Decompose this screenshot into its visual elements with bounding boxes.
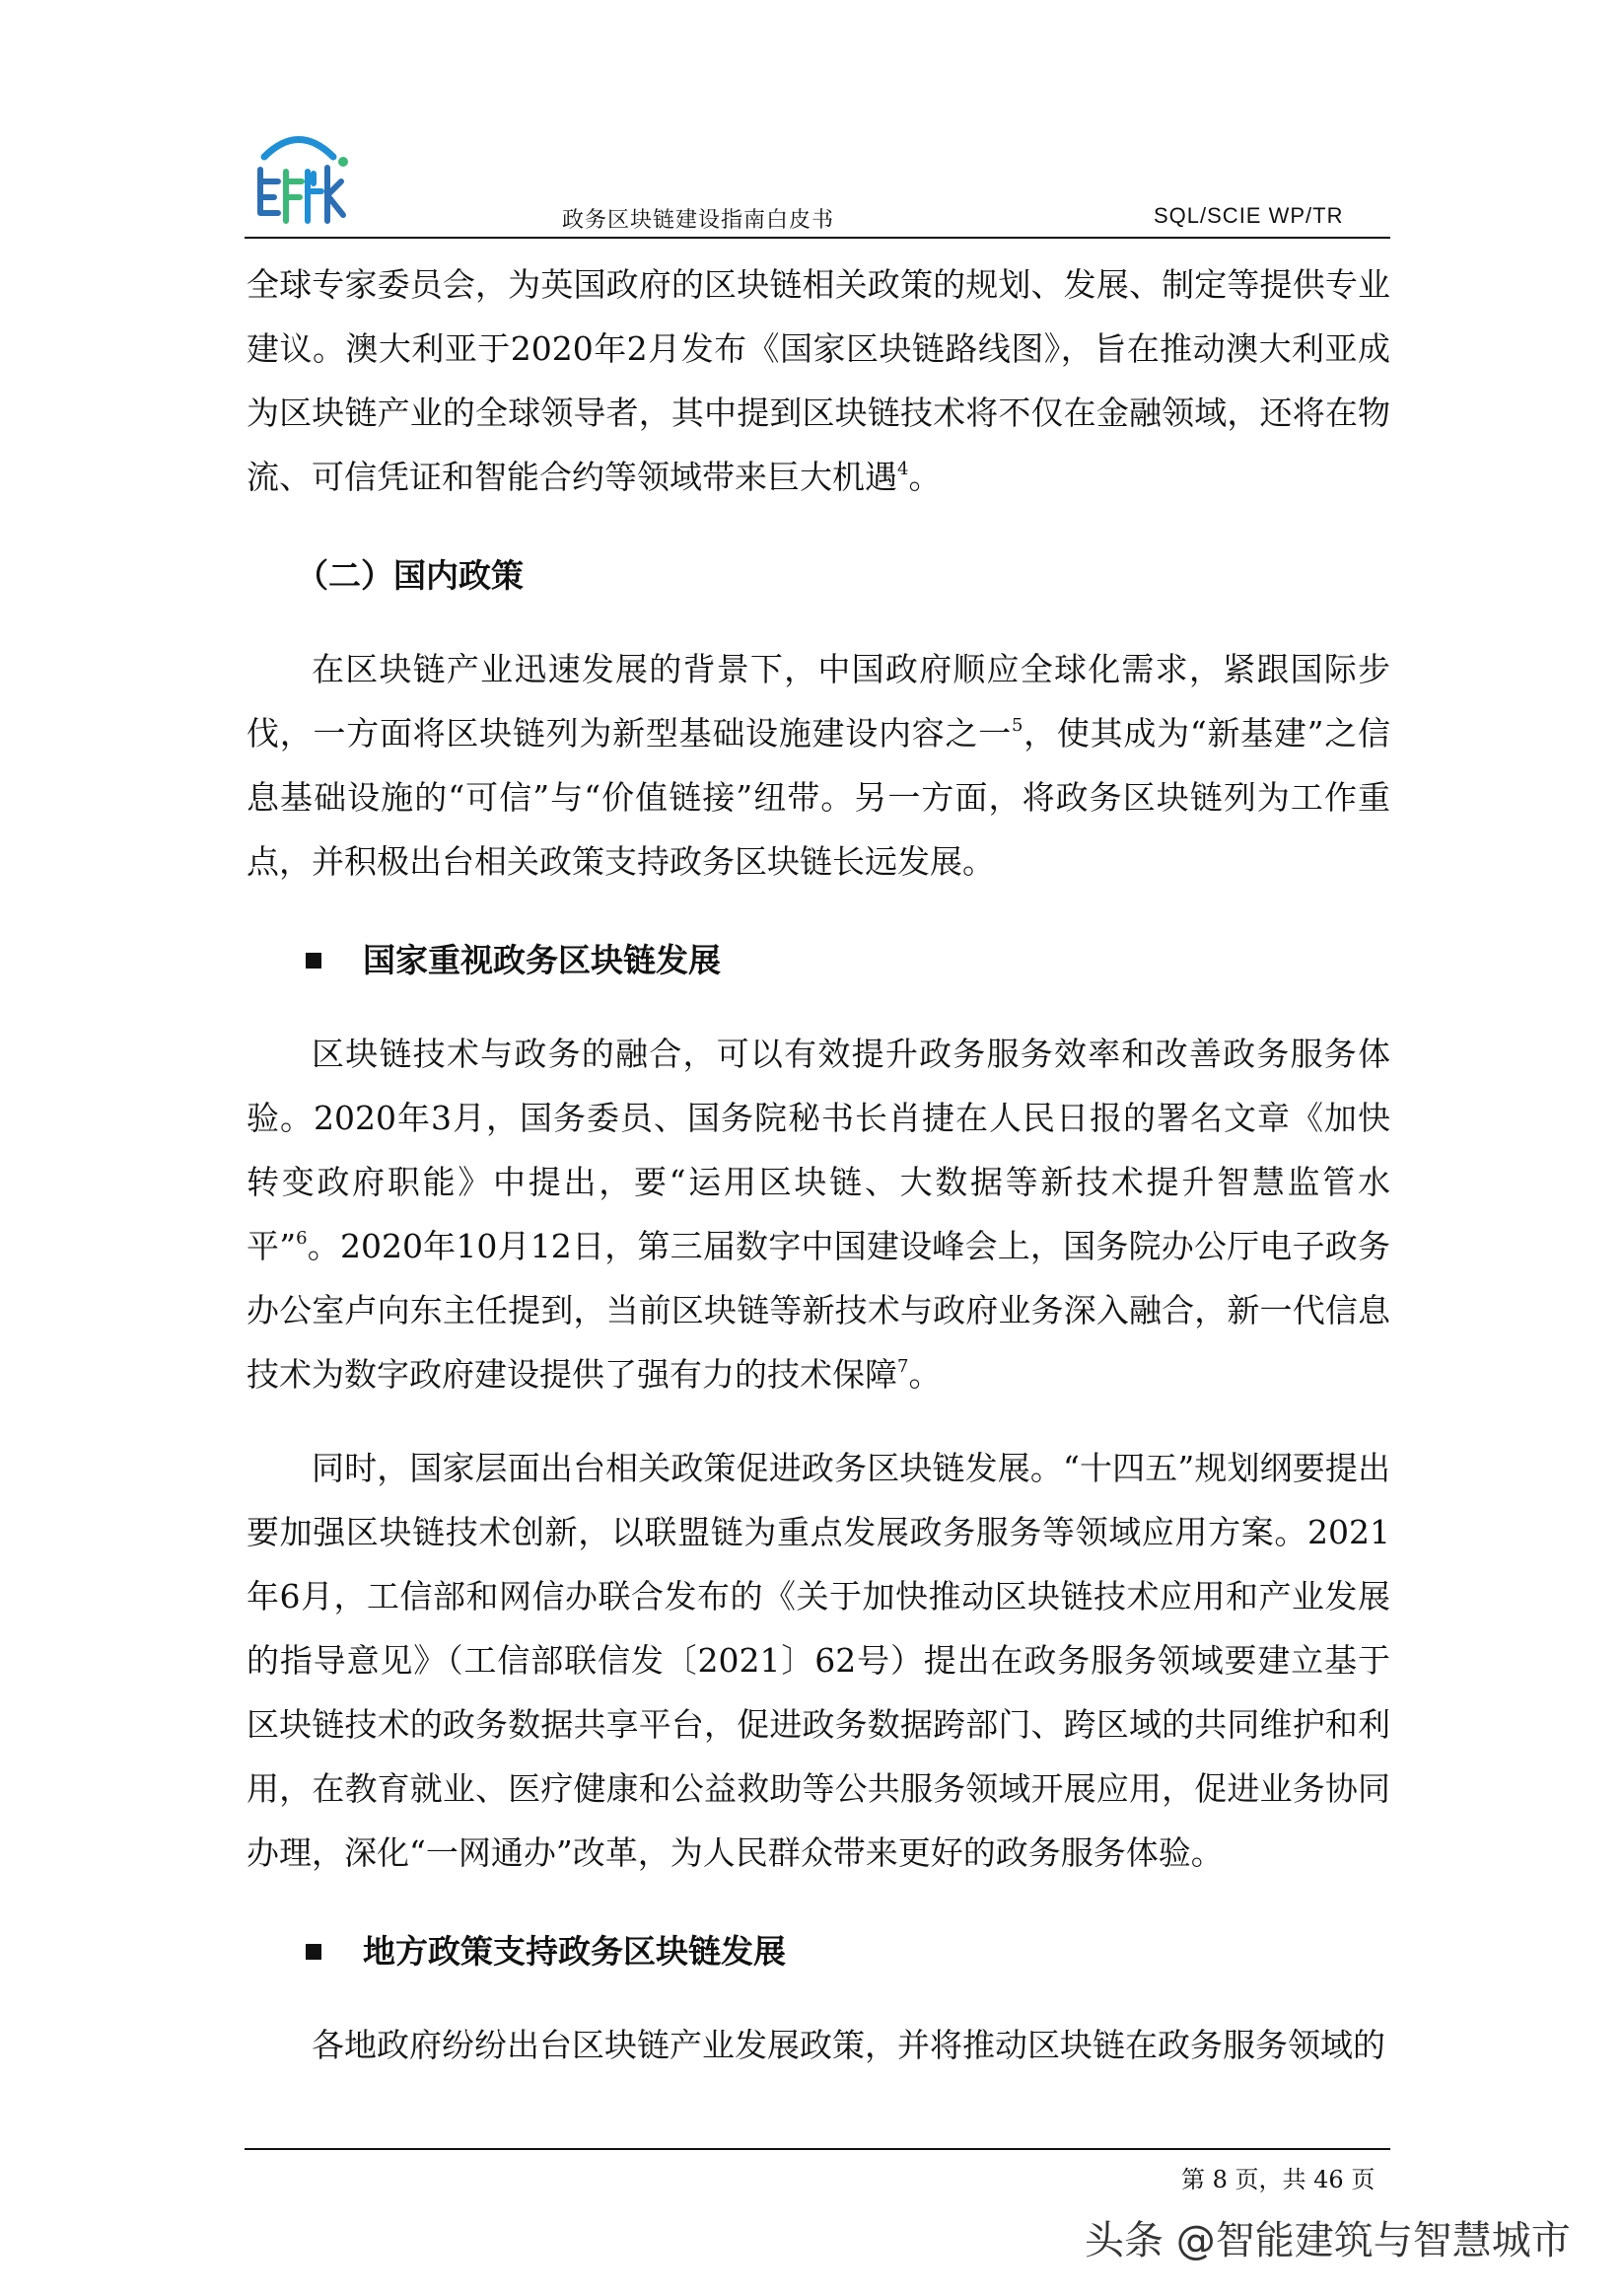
paragraph-text: 在区块链产业迅速发展的背景下，中国政府顺应全球化需求，紧跟国际步伐，一方面将区块链列为新型基础设施建设内容之一 [247,650,1390,753]
subheading-national-policy [247,929,1390,992]
paragraph-end: 。 [908,1355,942,1394]
paragraph-text-cont: 。2020年10月12日，第三届数字中国建设峰会上，国务院办公厅电子政务办公室卢向东主任提到，当前区块链等新技术与政府业务深入融合，新一代信息技术为数字政府建设提供了强有力的技术保障 [247,1227,1391,1394]
footnote-ref-6: 6 [296,1228,308,1249]
paragraph-end: 。 [908,458,942,496]
footnote-ref-7: 7 [897,1356,909,1377]
paragraph-local-policies: 各地政府纷纷出台区块链产业发展政策，并将推动区块链在政务服务领域的 [312,2026,1385,2064]
page-number: 第 8 页，共 46 页 [1181,2166,1376,2193]
section-heading-domestic-policy: （二）国内政策 [296,556,524,595]
document-code: SQL/SCIE WP/TR [1154,203,1344,228]
page-content [247,252,1390,2077]
paragraph-text: 全球专家委员会，为英国政府的区块链相关政策的规划、发展、制定等提供专业建议。澳大利亚于2020年2月发布《国家区块链路线图》，旨在推动澳大利亚成为区块链产业的全球领导者，其中提到区块链技术将不仅在金融领域，还将在物流、可信凭证和智能合约等领域带来巨大机遇 [247,265,1390,496]
paragraph-domestic-background [247,637,1390,894]
footnote-ref-5: 5 [1011,715,1023,736]
logo [245,122,353,231]
paragraph-text-cont: ，使其成为“新基建”之信息基础设施的“可信”与“价值链接”纽带。另一方面，将政务区块链列为工作重点，并积极出台相关政策支持政务区块链长远发展。 [247,714,1390,881]
square-bullet-icon [306,1944,321,1960]
footnote-ref-4: 4 [897,459,909,479]
subheading-label: 国家重视政务区块链发展 [363,941,721,979]
subheading-label: 地方政策支持政务区块链发展 [363,1932,786,1971]
watermark-text: 头条 @智能建筑与智慧城市 [1085,2218,1571,2263]
header-title: 政务区块链建设指南白皮书 [562,208,835,233]
paragraph-text: 区块链技术与政务的融合，可以有效提升政务服务效率和改善政务服务体验。2020年3月，国务委员、国务院秘书长肖捷在人民日报的署名文章《加快转变政府职能》中提出，要“运用区块链、大数据等新技术提升智慧监管水平” [247,1035,1390,1265]
subheading-local-policy [247,1920,1390,1983]
logo-graphic [245,122,353,231]
paragraph-national-integration [247,1022,1390,1406]
square-bullet-icon [306,953,321,969]
paragraph-uk-australia-policy [247,252,1390,509]
paragraph-national-policies: 同时，国家层面出台相关政策促进政务区块链发展。“十四五”规划纲要提出要加强区块链技术创新，以联盟链为重点发展政务服务等领域应用方案。2021年6月，工信部和网信办联合发布的《关于加快推动区块链技术应用和产业发展的指导意见》（工信部联信发〔2021〕62号）提出在政务服务领域要建立基于区块链技术的政务数据共享平台，促进政务数据跨部门、跨区域的共同维护和利用，在教育就业、医疗健康和公益救助等公共服务领域开展应用，促进业务协同办理，深化“一网通办”改革，为人民群众带来更好的政务服务体验。 [247,1449,1390,1872]
header-divider [245,237,1390,239]
footer-divider [245,2148,1390,2150]
